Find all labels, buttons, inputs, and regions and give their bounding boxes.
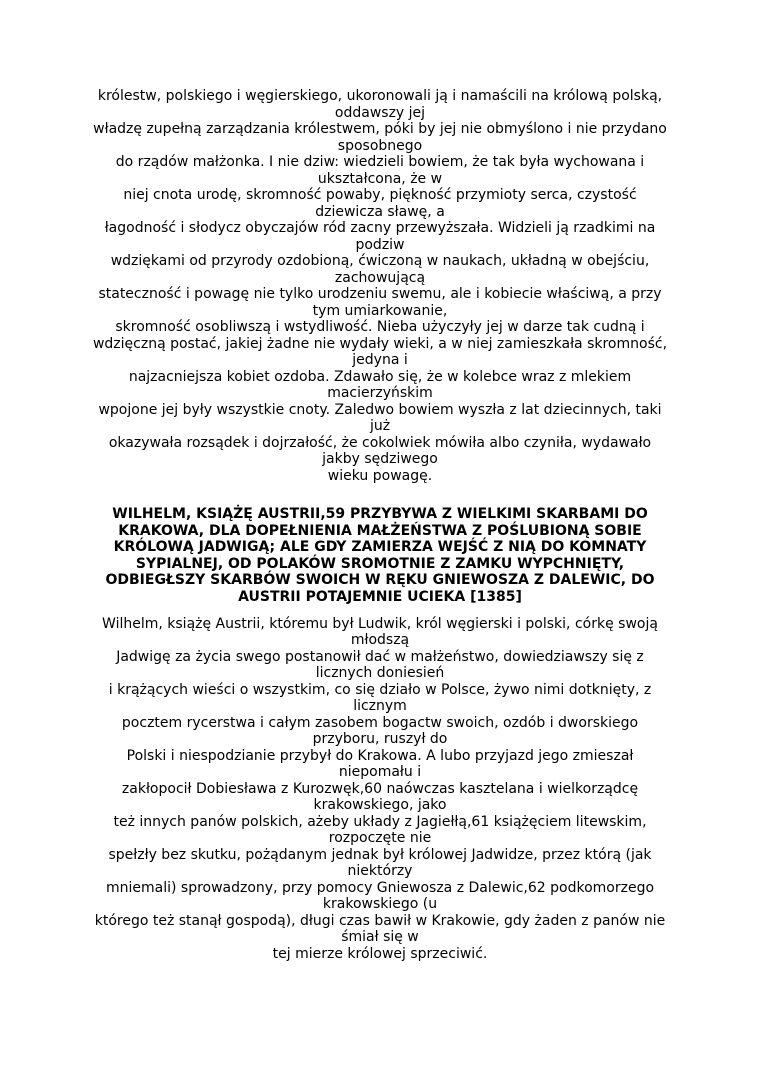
text-line: niektórzy	[347, 863, 413, 880]
text-line: najzacniejsza kobiet ozdoba. Zdawało się, że w kolebce wraz z mlekiem	[128, 368, 632, 385]
text-line: WILHELM, KSIĄŻĘ AUSTRII,59 PRZYBYWA Z WIELKIMI SKARBAMI DO	[112, 506, 648, 522]
text-line: mniemali) sprowadzony, przy pomocy Gniewosza z Dalewic,62 podkomorzego	[105, 879, 655, 896]
text-line: którego też stanął gospodą), długi czas bawił w Krakowie, gdy żaden z panów nie	[94, 912, 666, 929]
text-line: przyboru, ruszył do	[312, 731, 448, 748]
text-line: niej cnota urodę, skromność powaby, piękność przymioty serca, czystość	[123, 187, 637, 203]
text-line: rozpoczęte nie	[328, 830, 432, 847]
text-line: niepomału i	[338, 764, 422, 781]
body-paragraph-1	[88, 88, 672, 484]
text-line: Wilhelm, książę Austrii, któremu był Ludwik, król węgierski i polski, córkę swoją	[102, 615, 658, 632]
text-line: tej mierze królowej sprzeciwić.	[272, 945, 488, 962]
chapter-heading	[88, 506, 672, 606]
text-line: już	[369, 418, 391, 434]
text-line: śmiał się w	[341, 929, 419, 946]
text-line: i krążących wieści o wszystkim, co się działo w Polsce, żywo nimi dotknięty, z	[108, 681, 652, 698]
text-line: oddawszy jej	[334, 104, 426, 121]
text-line: też innych panów polskich, ażeby układy z Jagiełłą,61 książęciem litewskim,	[113, 813, 647, 830]
text-line: AUSTRII POTAJEMNIE UCIEKA [1385]	[238, 588, 522, 605]
text-line: SYPIALNEJ, OD POLAKÓW SROMOTNIE Z ZAMKU WYPCHNIĘTY,	[135, 555, 625, 572]
text-line: dziewicza sławę, a	[315, 203, 445, 220]
text-line: krakowskiego, jako	[313, 797, 447, 814]
text-line: KRAKOWA, DLA DOPEŁNIENIA MAŁŻEŃSTWA Z POŚLUBIONĄ SOBIE	[118, 522, 642, 539]
text-line: młodszą	[350, 632, 410, 649]
text-line: krakowskiego (u	[322, 896, 438, 913]
text-line: tym umiarkowanie,	[312, 302, 448, 319]
text-line: ukształcona, że w	[317, 170, 443, 187]
text-line: królestw, polskiego i węgierskiego, ukoronowali ją i namaścili na królową polską,	[97, 88, 663, 104]
text-line: sposobnego	[337, 137, 423, 154]
text-line: KRÓLOWĄ JADWIGĄ; ALE GDY ZAMIERZA WEJŚĆ Z NIĄ DO KOMNATY	[113, 539, 647, 556]
text-line: podziw	[355, 236, 405, 253]
document-page	[88, 88, 672, 962]
text-line: spełzły bez skutku, pożądanym jednak był królowej Jadwidze, przez którą (jak	[108, 846, 652, 863]
text-line: Jadwigę za życia swego postanowił dać w małżeństwo, dowiedziawszy się z	[116, 648, 644, 665]
text-line: wpojone jej były wszystkie cnoty. Zaledwo bowiem wyszła z lat dziecinnych, taki	[98, 401, 662, 418]
text-line: jedyna i	[352, 352, 408, 368]
text-line: licznym	[353, 698, 407, 715]
text-line: zakłopocił Dobiesława z Kurozwęk,60 naówczas kasztelana i wielkorządcę	[121, 780, 639, 797]
text-line: do rządów małżonka. I nie dziw: wiedzieli bowiem, że tak była wychowana i	[115, 154, 645, 170]
text-line: łagodność i słodycz obyczajów ród zacny przewyższała. Widzieli ją rzadkimi na	[104, 220, 656, 236]
text-line: ODBIEGŁSZY SKARBÓW SWOICH W RĘKU GNIEWOSZA Z DALEWIC, DO	[105, 572, 655, 589]
text-line: zachowującą	[334, 269, 426, 286]
text-line: jakby sędziwego	[322, 451, 438, 467]
text-line: licznych doniesień	[315, 665, 445, 682]
text-line: pocztem rycerstwa i całym zasobem bogactw swoich, ozdób i dworskiego	[121, 714, 639, 731]
text-line: władzę zupełną zarządzania królestwem, póki by jej nie obmyślono i nie przydano	[93, 121, 667, 137]
text-line: macierzyńskim	[327, 385, 433, 401]
text-line: wdzięczną postać, jakiej żadne nie wydały wieki, a w niej zamieszkała skromność,	[92, 335, 668, 352]
text-line: stateczność i powagę nie tylko urodzeniu swemu, ale i kobiecie właściwą, a przy	[98, 286, 662, 302]
text-line: wieku powagę.	[327, 467, 433, 484]
text-line: Polski i niespodzianie przybył do Krakowa. A lubo przyjazd jego zmieszał	[126, 747, 634, 764]
text-line: skromność osobliwszą i wstydliwość. Nieba użyczyły jej w darze tak cudną i	[115, 319, 645, 335]
text-line: okazywała rozsądek i dojrzałość, że cokolwiek mówiła albo czyniła, wydawało	[108, 434, 652, 451]
text-line: wdziękami od przyrody ozdobioną, ćwiczoną w naukach, układną w obejściu,	[110, 253, 650, 269]
body-paragraph-2	[88, 616, 672, 963]
